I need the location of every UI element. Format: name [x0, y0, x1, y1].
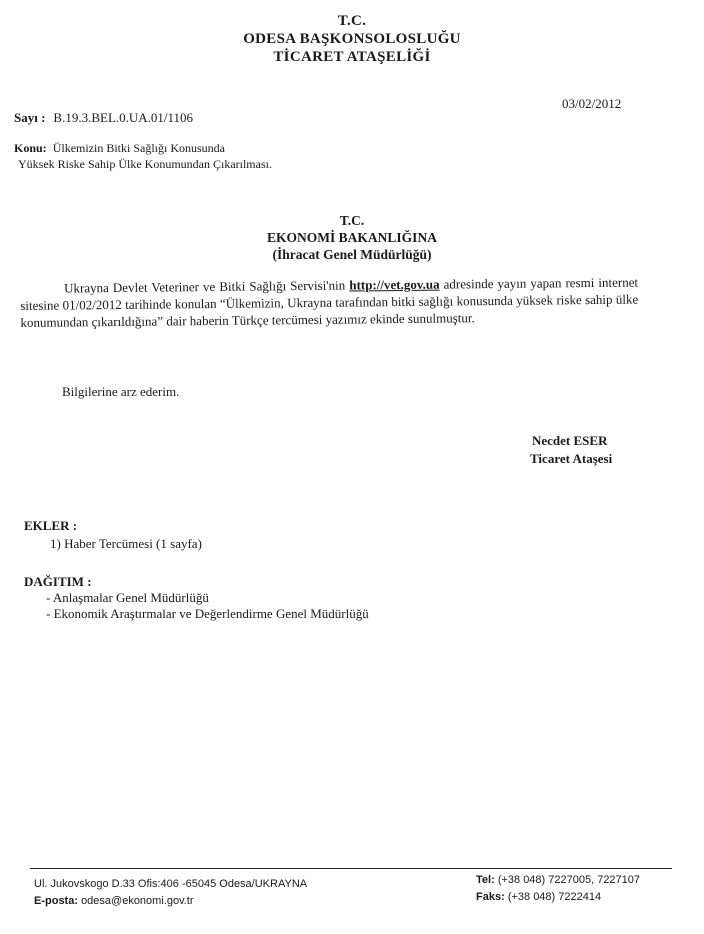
footer-tel-label: Tel: [476, 874, 495, 886]
body-text-part-1: Ukrayna Devlet Veteriner ve Bitki Sağlığı Servisi'nin [64, 277, 350, 296]
addressee-department: (İhracat Genel Müdürlüğü) [272, 247, 432, 262]
document-date: 03/02/2012 [562, 96, 622, 111]
subject-label: Konu: [14, 141, 47, 155]
body-paragraph [20, 274, 639, 331]
subject-line-1: Ülkemizin Bitki Sağlığı Konusunda [52, 141, 226, 155]
distribution-heading: DAĞITIM : [24, 574, 92, 589]
footer-fax-label: Faks: [476, 891, 505, 903]
signatory-title: Ticaret Ataşesi [530, 451, 613, 466]
addressee-line-tc: T.C. [339, 213, 365, 228]
footer-address: Ul. Jukovskogo D.33 Ofis:406 -65045 Odesa/UKRAYNA [34, 878, 308, 890]
reference-number [14, 110, 193, 126]
letterhead-office: TİCARET ATAŞELİĞİ [273, 49, 431, 65]
attachments-heading: EKLER : [24, 518, 78, 533]
footer-tel: (+38 048) 7227005, 7227107 [497, 874, 641, 886]
footer-email-label: E-posta: [34, 895, 78, 907]
distribution-item: - Anlaşmalar Genel Müdürlüğü [46, 590, 209, 605]
reference-label: Sayı : [14, 110, 46, 125]
addressee-ministry: EKONOMİ BAKANLIĞINA [267, 230, 437, 245]
addressee-block [0, 212, 704, 263]
footer-email[interactable]: odesa@ekonomi.gov.tr [81, 895, 194, 907]
footer-contact-right [476, 872, 640, 906]
letterhead-line-tc: T.C. [337, 13, 367, 29]
body-link[interactable]: http://vet.gov.ua [349, 276, 440, 293]
subject-block [14, 140, 272, 172]
letterhead-consulate: ODESA BAŞKONSOLOSLUĞU [243, 31, 461, 47]
letterhead [0, 12, 704, 66]
attachment-item: 1) Haber Tercümesi (1 sayfa) [50, 536, 202, 551]
footer-divider [30, 868, 672, 869]
footer-fax: (+38 048) 7222414 [507, 891, 602, 903]
distribution-item: - Ekonomik Araştırmalar ve Değerlendirme Genel Müdürlüğü [46, 606, 369, 621]
signatory-name: Necdet ESER [532, 433, 608, 448]
subject-line-2: Yüksek Riske Sahip Ülke Konumundan Çıkarılması. [18, 157, 272, 171]
distribution-section [24, 574, 369, 622]
reference-value: B.19.3.BEL.0.UA.01/1106 [53, 110, 194, 125]
body-text-part-2: adresinde yayın yapan resmi internet sitesine 01/02/2012 tarihinde konulan “Ülkemizin, Ukrayna tarafından bitki sağlığı konusunda yüksek riske sahip ülke konumundan çıkarıldığına” dair haberin Türkçe tercümesi yazımız ekinde sunulmuştur. [20, 274, 639, 330]
attachments-section [24, 518, 202, 552]
closing-line: Bilgilerine arz ederim. [62, 384, 180, 399]
footer-contact-left [34, 876, 307, 910]
signature-block [532, 432, 612, 468]
